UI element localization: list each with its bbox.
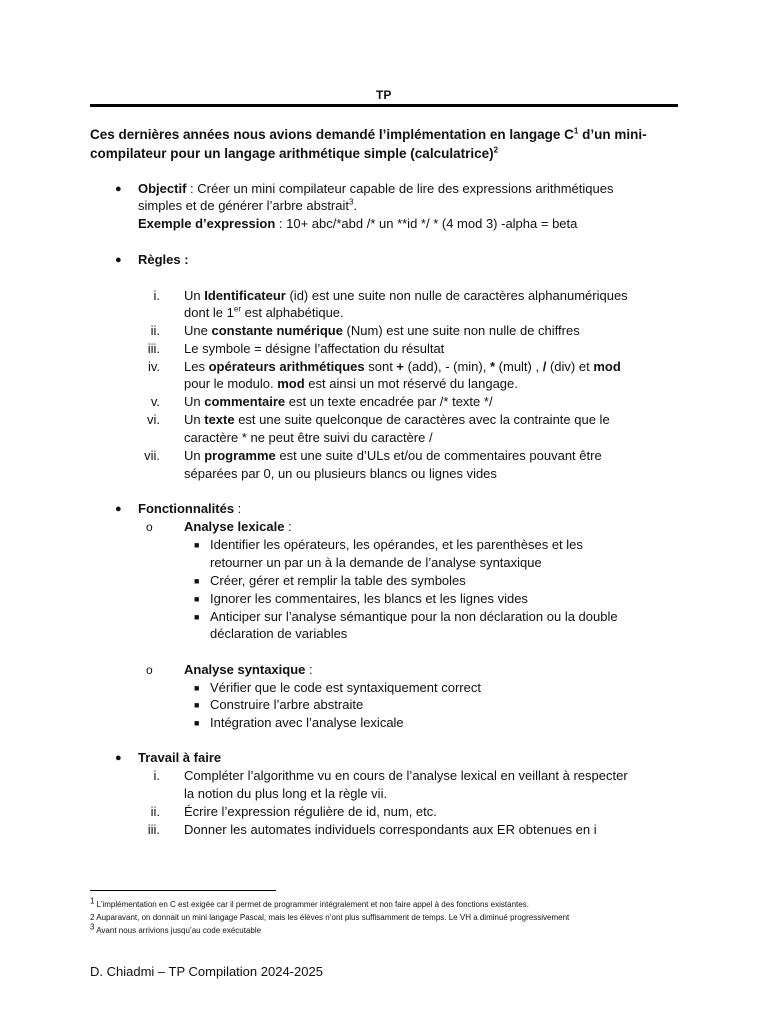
bullet-regles: ● (115, 254, 122, 266)
square-bullet: ■ (194, 700, 200, 710)
regle-v: Un commentaire est un texte encadrée par /* texte */ (184, 394, 493, 409)
regle-num-vii: vii. (144, 448, 160, 463)
circle-bullet-lexicale: o (146, 520, 153, 534)
syntaxique-heading: Analyse syntaxique : (184, 662, 313, 677)
regle-iii: Le symbole = désigne l’affectation du résultat (184, 341, 445, 356)
lexicale-item: Créer, gérer et remplir la table des symboles (210, 573, 466, 588)
lexicale-item-continued: déclaration de variables (210, 626, 348, 641)
regle-num-iii: iii. (147, 341, 160, 356)
regle-num-vi: vi. (147, 412, 160, 427)
square-bullet: ■ (194, 540, 200, 550)
travail-num-iii: iii. (147, 822, 160, 837)
square-bullet: ■ (194, 612, 200, 622)
square-bullet: ■ (194, 718, 200, 728)
regle-i-line-2: dont le 1er est alphabétique. (184, 304, 344, 320)
regle-num-v: v. (150, 394, 160, 409)
syntaxique-item: Vérifier que le code est syntaxiquement correct (210, 680, 481, 695)
regle-vi-line-1: Un texte est une suite quelconque de caractères avec la contrainte que le (184, 412, 610, 427)
travail-heading: Travail à faire (138, 750, 222, 765)
objectif-line-1: Objectif : Créer un mini compilateur capable de lire des expressions arithmétiques (138, 181, 614, 196)
regles-heading: Règles : (138, 252, 189, 267)
regle-ii: Une constante numérique (Num) est une suite non nulle de chiffres (184, 323, 580, 338)
regle-num-ii: ii. (150, 323, 160, 338)
footnote-1: $^1$ L’implémentation en C est exigée car il permet de programmer intégralement et non faire appel à des fonctions existantes. (90, 896, 529, 909)
bullet-objectif: ● (115, 183, 122, 195)
travail-num-ii: ii. (150, 804, 160, 819)
travail-ii: Écrire l’expression régulière de id, num, etc. (184, 804, 437, 819)
fonctionnalites-heading: Fonctionnalités : (138, 501, 242, 516)
intro-line-1: Ces dernières années nous avions demandé l’implémentation en langage $C^1$ d’un mini- (90, 126, 647, 142)
regle-vi-line-2: caractère * ne peut être suivi du caractère / (184, 430, 433, 445)
bullet-travail: ● (115, 752, 122, 764)
travail-num-i: i. (153, 768, 160, 783)
lexicale-item: Anticiper sur l’analyse sémantique pour la non déclaration ou la double (210, 609, 618, 624)
regle-vii-line-2: séparées par 0, un ou plusieurs blancs ou lignes vides (184, 466, 497, 481)
page-footer: D. Chiadmi – TP Compilation 2024-2025 (90, 964, 323, 979)
regle-vii-line-1: Un programme est une suite d’ULs et/ou de commentaires pouvant être (184, 448, 602, 463)
square-bullet: ■ (194, 683, 200, 693)
lexicale-item-continued: retourner un par un à la demande de l’analyse syntaxique (210, 555, 542, 570)
regle-iv-line-1: Les opérateurs arithmétiques sont + (add), - (min), * (mult) , / (div) et mod (184, 359, 621, 374)
footnote-2: 2 Auparavant, on donnait un mini langage Pascal, mais les élèves n’ont plus suffisamment de temps. Le VH a diminué progressivement (90, 913, 570, 922)
travail-i-line-2: la notion du plus long et la règle vii. (184, 786, 388, 801)
syntaxique-item: Intégration avec l’analyse lexicale (210, 715, 404, 730)
lexicale-item: Identifier les opérateurs, les opérandes, et les parenthèses et les (210, 537, 583, 552)
regle-num-i: i. (153, 288, 160, 303)
travail-i-line-1: Compléter l’algorithme vu en cours de l’analyse lexical en veillant à respecter (184, 768, 628, 783)
square-bullet: ■ (194, 576, 200, 586)
circle-bullet-syntaxique: o (146, 663, 153, 677)
travail-iii: Donner les automates individuels correspondants aux ER obtenues en i (184, 822, 597, 837)
square-bullet: ■ (194, 594, 200, 604)
syntaxique-item: Construire l’arbre abstraite (210, 697, 364, 712)
regle-i-line-1: Un Identificateur (id) est une suite non nulle de caractères alphanumériques (184, 288, 628, 303)
lexicale-heading: Analyse lexicale : (184, 519, 292, 534)
lexicale-item: Ignorer les commentaires, les blancs et les lignes vides (210, 591, 528, 606)
footnote-3: $^3$ Avant nous arrivions jusqu’au code exécutable (90, 922, 262, 935)
footnote-separator (90, 890, 276, 891)
regle-iv-line-2: pour le modulo. mod est ainsi un mot réservé du langage. (184, 376, 518, 391)
intro-line-2: compilateur pour un langage arithmétique simple (calculatrice)$^2$ (90, 145, 499, 161)
objectif-example: Exemple d’expression : 10+ abc/*abd /* un **id */ * (4 mod 3) -alpha = beta (138, 216, 578, 231)
objectif-line-2: simples et de générer l’arbre abstrait$^3$. (138, 197, 358, 213)
page-header-title: TP (376, 88, 392, 102)
bullet-fonctionnalites: ● (115, 503, 122, 515)
regle-num-iv: iv. (147, 359, 160, 374)
header-rule (90, 104, 678, 107)
